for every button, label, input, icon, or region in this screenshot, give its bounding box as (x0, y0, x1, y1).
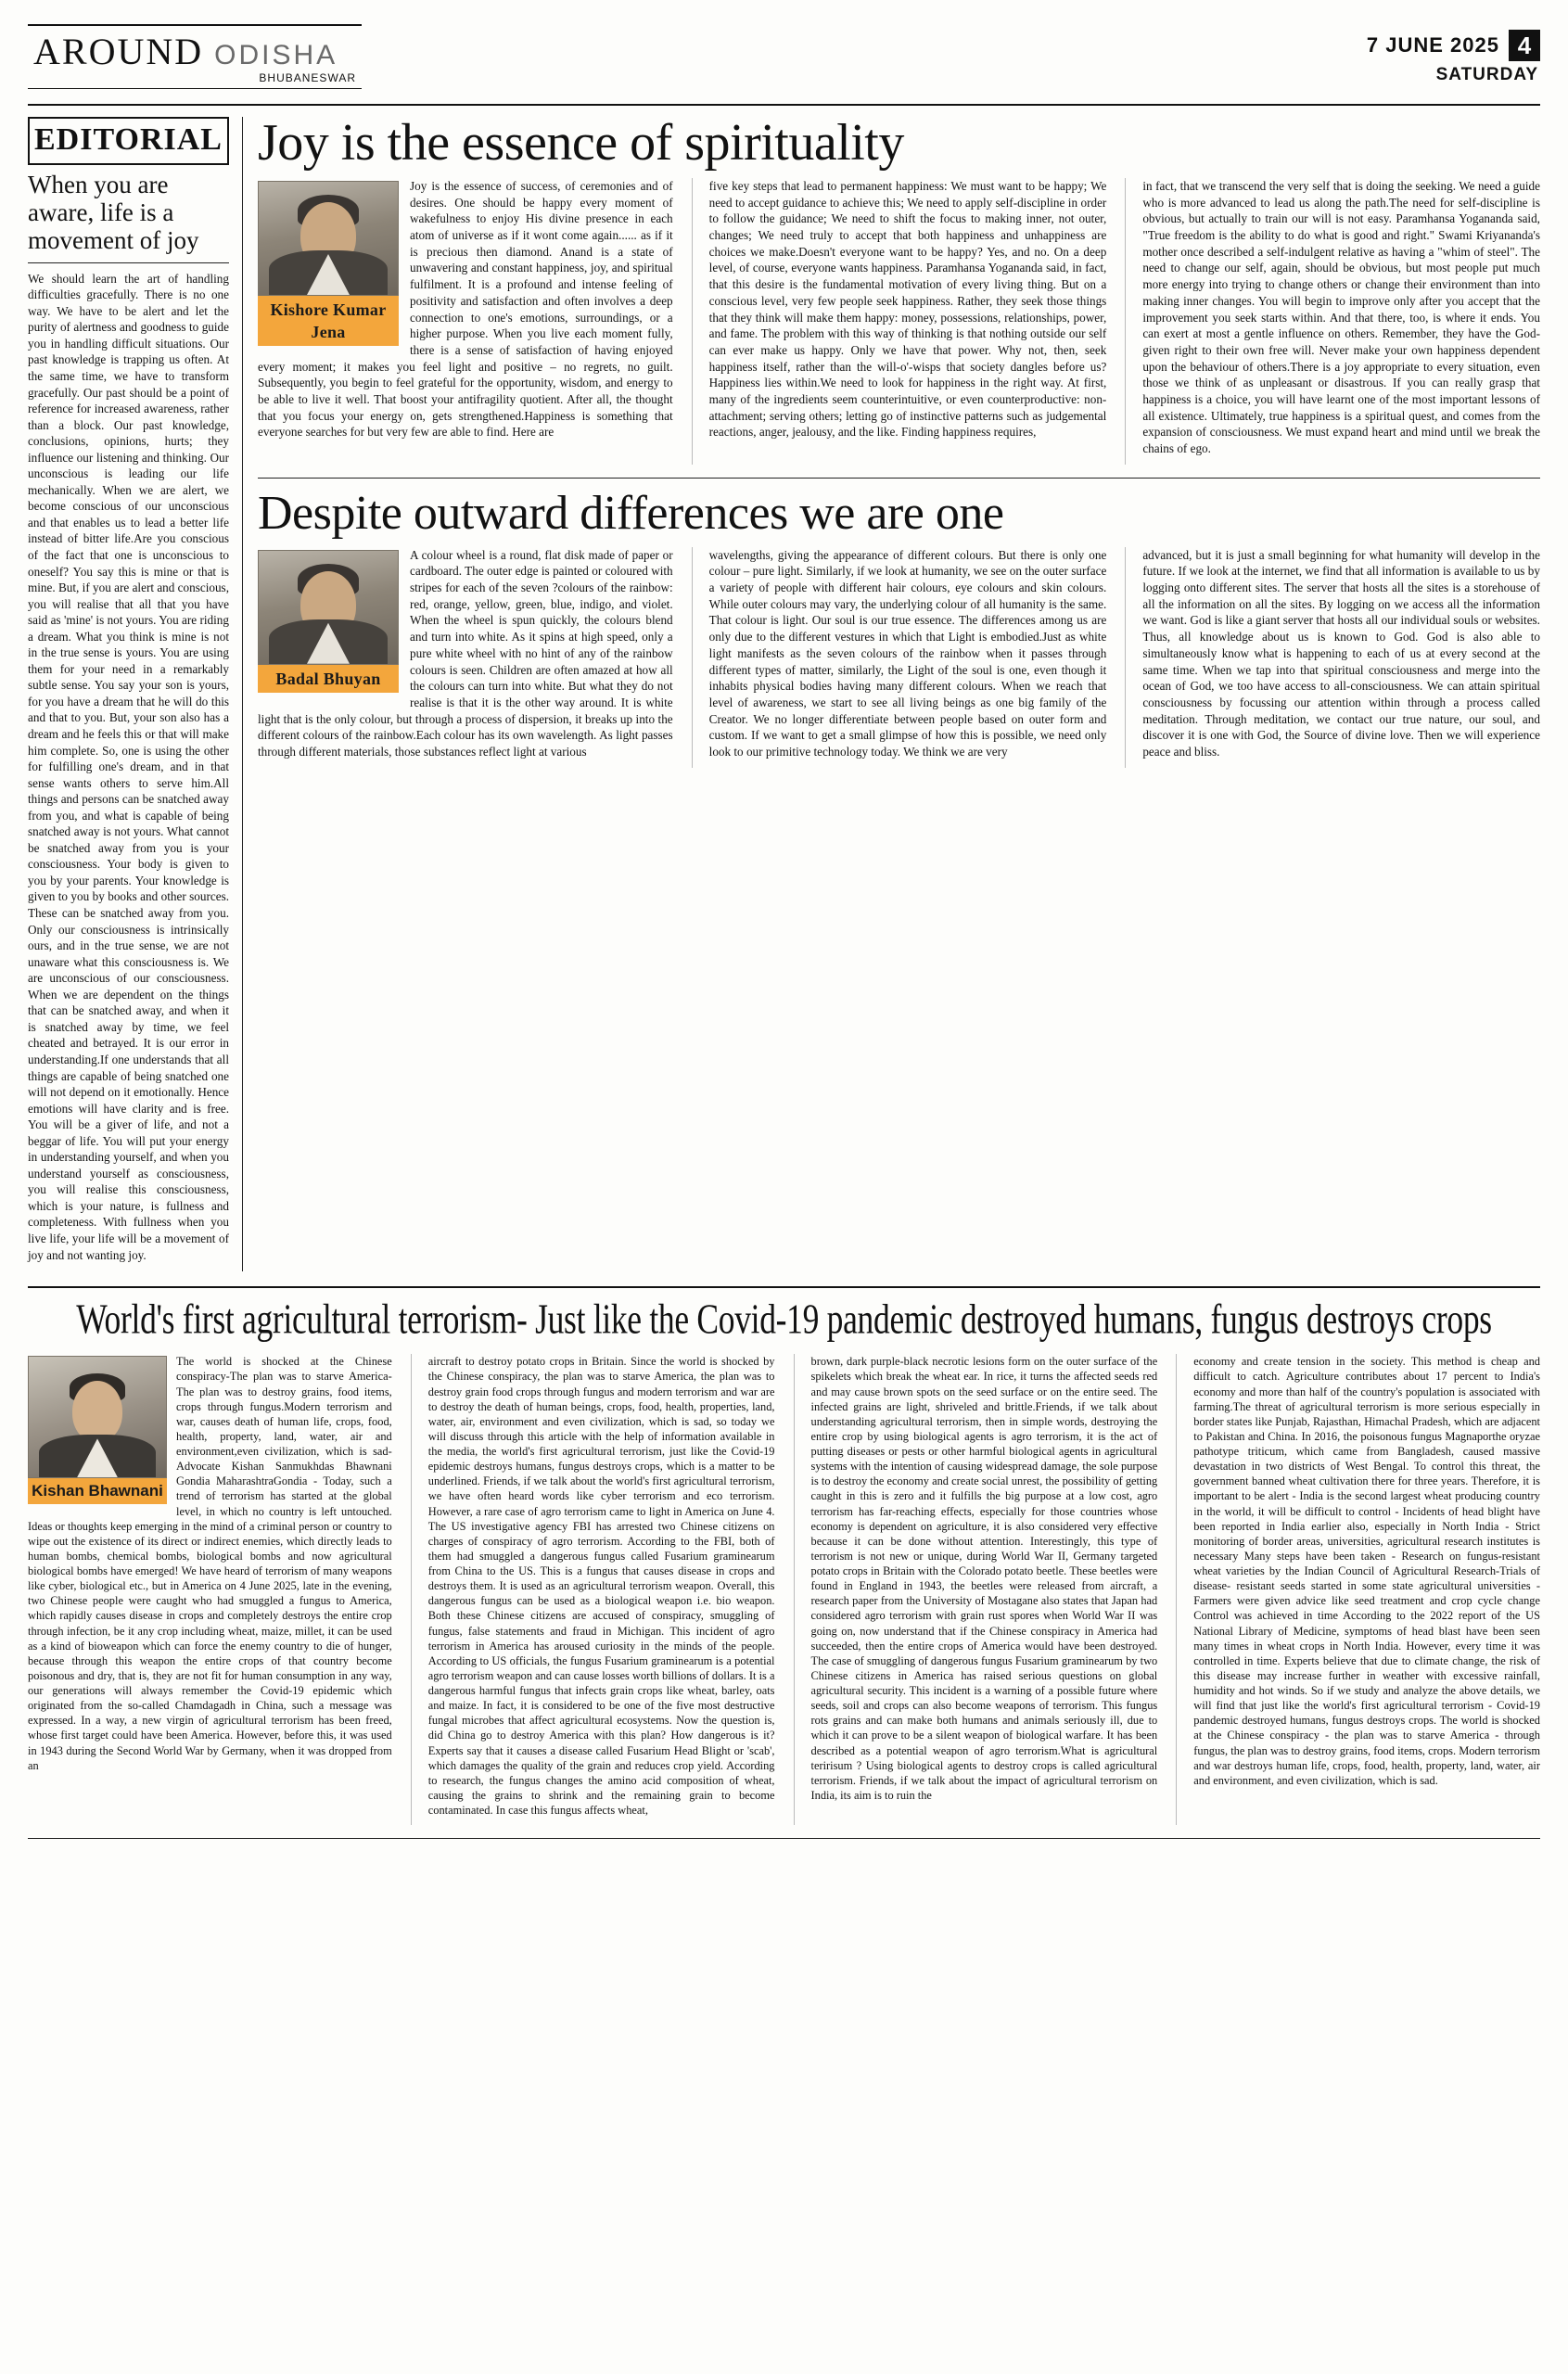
story-fungus-body (28, 1354, 1540, 1825)
story-joy-paragraph: five key steps that lead to permanent happiness: We must want to be happy; We need to accept guidance to achieve this; We need to apply self-discipline in order to follow the guidance; We need to shift the focus to making inner, not outer, changes; We need truly to accept that both happiness and unhappiness are choices we make.Doesn't everyone want to be happy? Yes, and no. On a deep level, of course, everyone wants happiness. Paramhansa Yogananda said, in fact, that this desire is the fundamental motivation of every living thing. But on a conscious level, very few people seek happiness. Rather, they seek those things that they think will make them happy: money, possessions, relationships, power, and fame. The problem with this way of thinking is that nothing outside our self can ever make us happy. Only we have that power. Why not, then, seek happiness itself, rather than the will-o'-wisps that society dangles before us? Happiness lies within.We need to look for happiness in the right way. At first, many of the ingredients seem counterintuitive, or even counterproductive: non-attachment; serving others; letting go of instinctive patterns such as judgemental reactions, anger, jealousy, and the like. Finding happiness requires, (708, 179, 1107, 440)
story-joy-col-2 (692, 178, 1107, 465)
story-joy-paragraph: Joy is the essence of success, of ceremonies and of desires. One should be happy every moment of wakefulness to enjoy His divine presence in each atom of universe as if it wont come again...... as if it is precious then diamond. Anand is a state of unwavering and constant happiness, joy, and spiritual fulfilment. It is a profound and intense feeling of positivity and satisfaction and often involves a deep connection to one's emotions, surroundings, or a higher purpose. When you live each moment fully, there is a sense of satisfaction of having enjoyed every moment; it makes you feel light and positive – no regrets, no guilt. Subsequently, you begin to feel grateful for the opportunity, wisdom, and energy to be able to live it well. That boost your antifragility quotient. After all, the thought that you focus your energy on, gets strengthened.Happiness is something that everyone searches for but very few are able to find. Here are (258, 179, 673, 440)
author-name-fungus: Kishan Bhawnani (28, 1478, 167, 1504)
story-fungus-col-4 (1176, 1354, 1540, 1825)
story-joy-col-1 (258, 178, 673, 465)
story-fungus-col-3 (794, 1354, 1158, 1825)
author-photo-block-fungus (28, 1356, 167, 1504)
story-one-col-3 (1125, 547, 1540, 768)
section-separator-rule (28, 1286, 1540, 1288)
story-joy-paragraph: in fact, that we transcend the very self that is doing the seeking. We need a guide who is more advanced to lead us along the path.The need for self-discipline is obvious, but actually to train our will is not easy. Paramhansa Yogananda said, "True freedom is the ability to do what is good and right." Swami Kriyananda's mother once described a self-indulgent relative as having a "whim of steel". The need to change our self, again, should be obvious, but most people put much more energy into trying to change others or change their environment than into making inner changes. You will begin to improve only after you accept that the improvement you seek starts within. And that there, too, is where it ends. You can exert at most a gentle influence on others. Remember, they have the God-given right to their own free will. Never make your own happiness dependent upon the behaviour of others.There is a joy appropriate to every situation, even those we think of as unpleasant or disastrous. If you can really grasp that happiness is a choice, you will have learnt one of the most important lessons of all existence. Ultimately, true happiness is a spiritual quest, and comes from the expansion of consciousness. We must expand heart and mind until we break the chains of ego. (1142, 179, 1540, 455)
story-fungus-paragraph: The world is shocked at the Chinese conspiracy-The plan was to starve America-The plan was to destroy grains, food items, crops through fungus.Modern terrorism and war, causes death of human life, crops, food, health, property, land, water, air and environment,even civilization, which is sad-Advocate Kishan Sanmukhdas Bhawnani Gondia MaharashtraGondia - Today, such a trend of terrorism has started at the global level, in which no country is left untouched. Ideas or thoughts keep emerging in the mind of a criminal person or country to wipe out the existence of its direct or indirect enemies, which directly leads to human bombs, chemical bombs, biological bombs and now agricultural biological bombs have emerged! We have heard of terrorism of many weapons like cyber, biological etc., but in America on 4 June 2025, late in the evening, two Chinese people were caught who had smuggled a fungus to America, which rapidly causes disease in crops and completely destroys the entire crop through infection, be it any crop including wheat, maize, millet, it can be used as a kind of bioweapon which can force the enemy country to die of hunger, because through this weapon the entire crops of that country become poisonous and dry, that is, they are not fit for human consumption in any way, our generations will always remember the Covid-19 epidemic which originated from the so-called Chamdagadh in China, such a message was expressed. In a way, a new virgin of agricultural terrorism has been freed, whose first target could have been America. However, before this, it was used in 1943 during the Second World War by Germany, when it was dropped from an (28, 1355, 392, 1772)
story-fungus-paragraph: economy and create tension in the society. This method is cheap and difficult to catch. Agriculture contributes about 17 percent to India's economy and more than half of the country's population is associated with farming.The threat of agricultural terrorism is more serious especially in border states like Punjab, Rajasthan, Himachal Pradesh, which are adjacent to Pakistan and China. In 2016, the poisonous fungus Magnaporthe oryzae pathotype triticum, which came from Bangladesh, caused massive devastation in two districts of West Bengal. To control this threat, the government banned wheat cultivation there for three years. Therefore, it is important to be alert - India is the second largest wheat producing country in the world, it will be difficult to control - Incidents of head blight have been reported in India earlier also, especially in North India - Strict monitoring of border areas, universities, agricultural research institutes is necessary Many steps have been taken - Research on fungus-resistant wheat varieties by the Indian Council of Agricultural Research-Trials of disease- resistant seeds started in some state agricultural universities - Farmers were given advice like seed treatment and crop cycle change Control was achieved in time According to the 2022 report of the US National Library of Medicine, symptoms of head blast have been seen many times in wheat crops in North India. However, every time it was controlled in time. Experts believe that due to climate change, the risk of this disease may increase further in weather with excessive rainfall, humidity and hot winds. So if we study and analyze the above details, we will find that just like the world's first agricultural terrorism - Covid-19 pandemic destroyed humans, fungus destroys crops. The world is shocked at the Chinese conspiracy - the plan was to starve America - through fungus, the plan was to destroy grains, food items, crops. Modern terrorism and war destroys human life, crops, food, health, property, land, water, air and environment, and even civilization, which is sad. (1193, 1355, 1540, 1787)
masthead (28, 24, 1540, 98)
author-portrait-photo (258, 181, 399, 296)
page-bottom-rule (28, 1838, 1540, 1839)
story-one-col-1 (258, 547, 673, 768)
story-separator-rule (258, 478, 1540, 479)
story-fungus-paragraph: brown, dark purple-black necrotic lesions form on the outer surface of the spikelets which break the wheat ear. In rice, it turns the affected seeds red and may cause brown spots on the seed surface or on the entire seed. The infected grains are light, shriveled and brittle.Friends, if we talk about understanding agricultural terrorism, then in simple words, destroying the entire crop by using biological agents is agro terrorism, it is the act of putting diseases or pests or other harmful biological agents in agricultural systems with the intention of causing widespread damage, the sole purpose is to destroy the economy and create social unrest, the possibility of getting caught in this is zero and it fulfills the big purpose at a low cost, agro terrorism has far-reaching effects, especially for those countries whose economy is dependent on agriculture, it is also considered very effective because it can be done without attention. Interestingly, this type of terrorism is not new or unique, during World War II, Germany targeted potato crops in Britain with the Colorado potato beetle. These beetles were found in England in 1943, the beetles were released from aircraft, a research paper from the University of Mostagane also states that Japan had considered agro terrorism with grain rust spores when World War II was going on, now understand that if the Chinese conspiracy in America had succeeded, then the entire crops of America would have been destroyed. The case of smuggling of dangerous fungus Fusarium graminearum by two Chinese citizens in America has raised serious questions on global agricultural security. This incident is a warning of a possible future where seeds, soil and crops can also become weapons of terrorism. This fungus rots grains and can make both humans and animals seriously ill, due to which it can prove to be a silent weapon of biological warfare. It has been described as a potential weapon of agro terrorism.What is agricultural teririsum ? Using biological agents to destroy crops is called agricultural terrorism. Friends, if we talk about the impact of agricultural terrorism on India, its aim is to ruin the (810, 1355, 1158, 1802)
story-fungus-headline: World's first agricultural terrorism- Just like the Covid-19 pandemic destroyed humans, fungus destroys crops (76, 1295, 1492, 1343)
editorial-column (28, 117, 243, 1271)
story-one-body (258, 547, 1540, 768)
editorial-headline: When you are aware, life is a movement of joy (28, 171, 229, 263)
editorial-badge (28, 117, 229, 165)
masthead-day: SATURDAY (1435, 65, 1538, 84)
author-name-joy: Kishore Kumar Jena (258, 296, 399, 346)
story-joy-body (258, 178, 1540, 465)
story-joy-headline: Joy is the essence of spirituality (258, 114, 904, 172)
masthead-rule (28, 104, 1540, 106)
editorial-paragraph: We should learn the art of handling difficulties gracefully. There is no one way. We have to be alert and let the purity of alertness and goodness to guide you in handling difficult situations. Our past knowledge is trapping us often. At the same time, we have to transform gracefully. Our past should be a point of reference for increased awareness, rather than a block. Our past knowledge, conclusions, opinions, hurts; they influence our listening and thinking. Our unconscious is leading our life mechanically. When we are alert, we become conscious of our unconscious and that enables us to lead a better life instead of bitter life.Are you conscious of the fact that one is unconscious to oneself? You say this is mine or that is mine. But, if you are alert and conscious, you will realise that all that you have said as 'mine' is not yours. You are riding a dream. What you think is mine is not in the true sense is yours. You are using them for your need in a remarkably subtle sense. You say your son is yours, for you have a dream that he will do this and that to you. But, your son also has a dream and he feels this or that will make him complete. So, one is using the other for fulfilling one's dream, and in that sense wants others to serve him.All things and persons can be snatched away from you, and what is capable of being snatched away is not yours. What cannot be snatched away from you is your consciousness. Your body is given to you by your parents. Your knowledge is given to you by books and other sources. These can be snatched away from you. Only our consciousness is intrinsically ours, and in the true sense, we are not unaware what this consciousness is. We are unconscious of our consciousness. When we are dependent on the things that can be snatched away, and when it is snatched away by time, we feel cheated and betrayed. It is our error in understanding.If one understands that all things are capable of being snatched one will not depend on it emotionally. Hence emotions will have clarity and is free. You will be a giver of life, and not a beggar of life. You will put your energy in understanding yourself, and when you understand yourself as consciousness, you will realise this consciousness, which is your nature, is fullness and completeness. With fullness when you live life, your life will be a movement of joy and not wanting joy. (28, 271, 229, 1262)
story-one-col-2 (692, 547, 1107, 768)
story-one-paragraph: advanced, but it is just a small beginning for what humanity will develop in the future. If we look at the internet, we find that all information is available to us by logging onto different sites. The server that hosts all the sites is a storehouse of all the information on all the sites. By logging on we access all the information we want. God is like a giant server that hosts all our individual souls or websites. Thus, all knowledge about us is known to God. God is also able to simultaneously know what is happening to each of us at every second at the same time. When we tap into that spiritual consciousness and merge into the ocean of God, we too have access to all-consciousness. We can attain spiritual consciousness by focussing our attention within through a process called meditation. Through meditation, we contact our true nature, our soul, and discover it is one with God, the Source of divine love. Then we will experience peace and bliss. (1142, 547, 1540, 759)
editorial-body (28, 271, 229, 1263)
author-name-one: Badal Bhuyan (258, 665, 399, 693)
masthead-date: 7 JUNE 2025 (1366, 33, 1499, 57)
story-one-headline: Despite outward differences we are one (258, 486, 1004, 540)
author-portrait-photo (258, 550, 399, 665)
right-area (243, 114, 1540, 1271)
story-fungus-col-1 (28, 1354, 392, 1825)
masthead-title-sub: ODISHA (214, 40, 338, 70)
page-number-badge: 4 (1509, 30, 1540, 61)
author-photo-block-one (258, 550, 399, 693)
story-fungus-col-2 (411, 1354, 775, 1825)
author-photo-block-joy (258, 181, 399, 346)
editorial-badge-label: EDITORIAL (34, 122, 223, 157)
masthead-logo (28, 24, 362, 89)
logo-rule-bottom (28, 88, 362, 89)
story-one-paragraph: wavelengths, giving the appearance of different colours. But there is only one colour – pure light. Similarly, if we look at humanity, we see on the outer surface a variety of people with different hair colours, eye colours and skin colours. While outer colours may vary, the underlying colour of all humanity is the same. That colour is light. Our soul is our true essence. The differences among us are only due to the different vestures in which that Light is embodied.Just as white light manifests as the seven colours of the rainbow when it passes through different types of matter, similarly, the Light of the soul is one, even though it inhabits physical bodies having many different colours. When we reach that level of awareness, we start to see all living beings as one big family of the Creator. We no longer differentiate between people based on outer form and custom. If we want to get a small glimpse of how this is possible, we need only look to our primitive technology today. We think we are very (708, 547, 1107, 759)
story-joy-col-3 (1125, 178, 1540, 465)
author-portrait-photo (28, 1356, 167, 1478)
masthead-dateblock (1367, 24, 1540, 85)
masthead-title-main: AROUND (33, 31, 204, 72)
top-section (28, 114, 1540, 1271)
masthead-city: BHUBANESWAR (259, 71, 356, 84)
portrait-face (72, 1381, 122, 1442)
story-fungus-paragraph: aircraft to destroy potato crops in Britain. Since the world is shocked by the Chinese conspiracy, the plan was to starve America, the plan was to destroy grain food crops through fungus and modern terrorism and war are to destroy the death of human beings, crops, food, health, properties, land, water, air, environment and even civilization, which is sad, so today we will discuss through this article with the help of information available in the media, the world's first agricultural terrorism, just like the Covid-19 epidemic destroys humans, fungus destroys crops, which is a matter to be underlined. Friends, if we talk about the world's first agricultural terrorism, we have often heard words like cyber terrorism and eco terrorism. However, a rare case of agro terrorism came to light in America on June 4. The US investigative agency FBI has arrested two Chinese citizens on charges of conspiracy of agro terrorism. According to the FBI, both of them had smuggled a dangerous fungus called Fusarium graminearum from China to the US. This is a fungus that causes disease in crops and destroys them. It is used as an agricultural terrorism weapon. Overall, this dangerous fungus can be used as a biological weapon i.e. bio weapon. Both these Chinese citizens are accused of conspiracy, smuggling of fungus, false statements and fraud in Michigan. This incident of agro terrorism in America has aroused curiosity in the minds of the people. According to US officials, the fungus Fusarium graminearum is a potential agro terrorism weapon and can cause losses worth billions of dollars. It is a dangerous harmful fungus that infects grain crops like wheat, barley, oats and maize. In fact, it is considered to be one of the five most destructive fungal microbes that affect agricultural ecosystems. Now the question is, did China go to destroy America with this plan? How dangerous is it? Experts say that it causes a disease called Fusarium Head Blight or 'scab', which damages the quality of the grain and reduces crop yield. According to research, the fungus changes the amino acid composition of wheat, causing the grains to shrink and the remaining grain to become contaminated. In case this fungus affects wheat, (427, 1355, 775, 1818)
story-one-paragraph: A colour wheel is a round, flat disk made of paper or cardboard. The outer edge is painted or coloured with stripes for each of the seven ?colours of the rainbow: red, orange, yellow, green, blue, indigo, and violet. When the wheel is spun quickly, the colours blend and turn into white. As it spins at high speed, only a pure white wheel with no hint of any of the rainbow colours is seen. Children are often amazed at how all the colours can turn into white. But what they do not realise is that it is the other way around. It is white light that is the only colour, but through a process of dispersion, it breaks up into the different colours of the rainbow.Each colour has its own wavelength. As light passes through different materials, those substances reflect light at various (258, 547, 673, 759)
